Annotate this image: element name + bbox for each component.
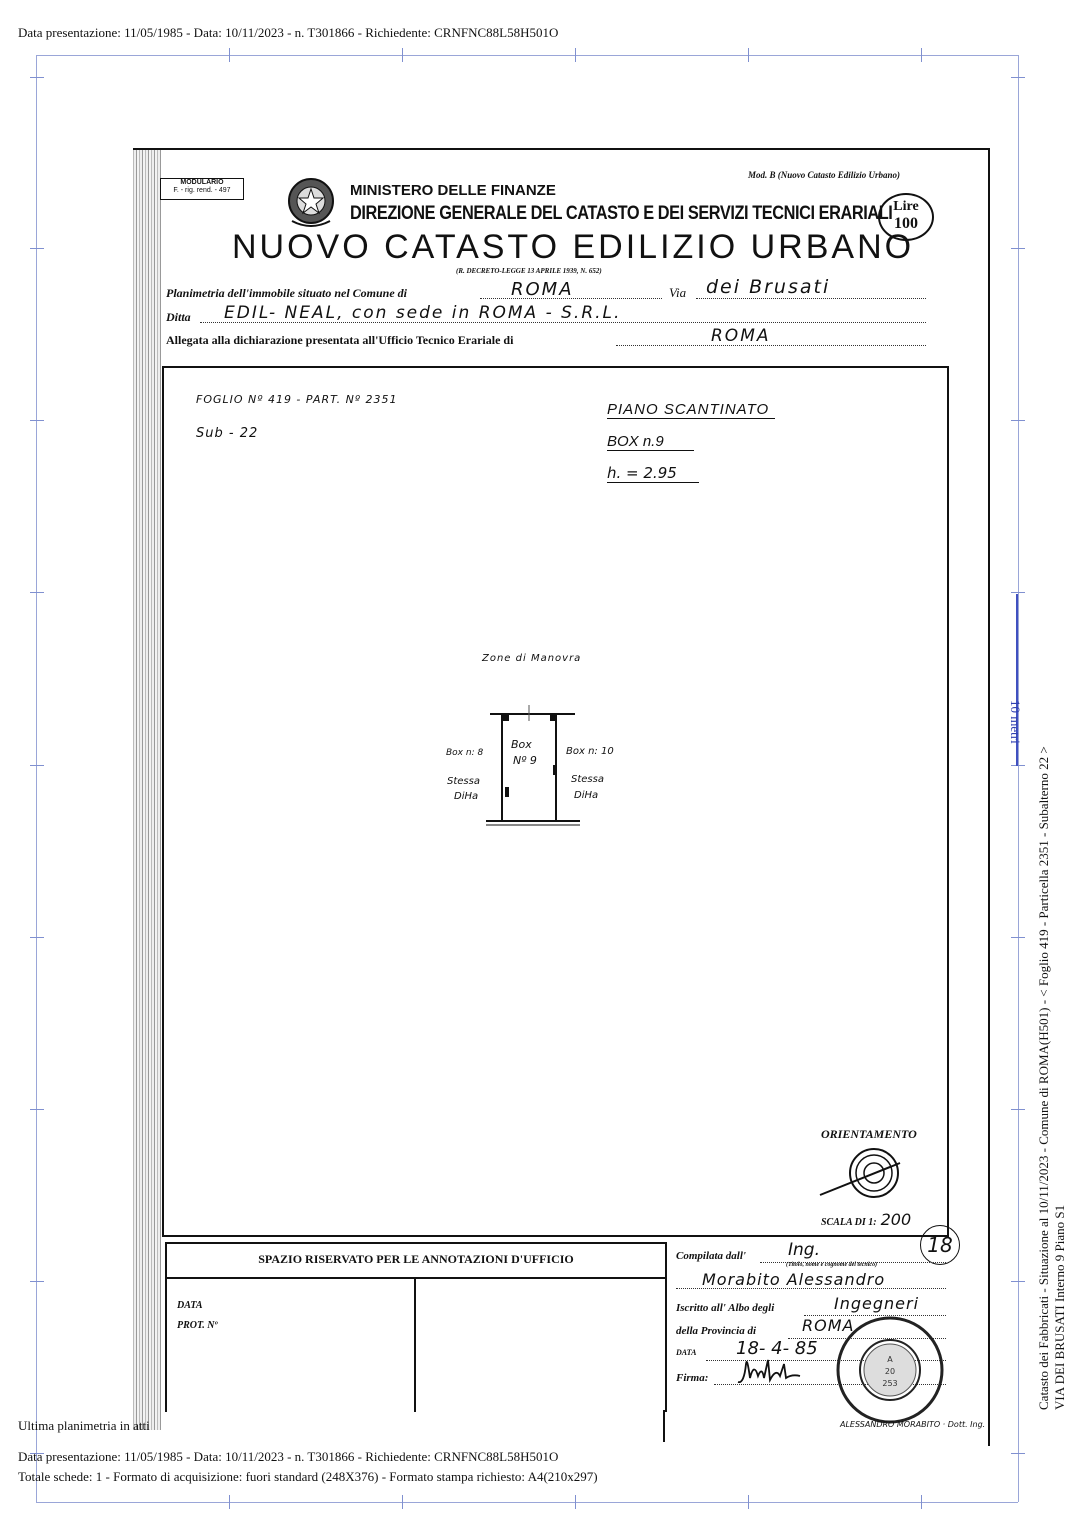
compilata-label: Compilata dall' [676,1250,746,1262]
box-left-label: Box n: 8 [446,748,484,758]
annotations-title: SPAZIO RISERVATO PER LE ANNOTAZIONI D'UFFICIO [258,1252,574,1266]
provincia-value: ROMA [802,1316,855,1335]
svg-text:20: 20 [884,1367,896,1376]
foglio-particella: FOGLIO Nº 419 - PART. Nº 2351 [196,393,398,406]
annotations-box [165,1242,667,1412]
allegata-row [166,326,926,349]
orientamento-label: ORIENTAMENTO [821,1127,917,1141]
modulario-code: F. - rig. rend. - 497 [173,187,231,194]
mod-b-label: Mod. B (Nuovo Catasto Edilizio Urbano) [748,170,901,180]
stamp-lire-label: Lire [893,199,919,214]
ditta-value: EDIL- NEAL, con sede in ROMA - S.R.L. [224,303,622,323]
scala-label [821,1210,911,1230]
annotations-divider [167,1277,665,1279]
piano-label: PIANO SCANTINATO [607,401,775,419]
box-label: BOX n.9 [607,433,694,451]
zone-label: Zone di Manovra [482,653,582,664]
height-label: h. = 2.95 [607,464,699,483]
provincia-label: della Provincia di [676,1325,757,1337]
form-main-title: NUOVO CATASTO EDILIZIO URBANO [232,228,915,266]
stessa-left-1: Stessa [447,776,480,787]
sheet-number-value: 18 [927,1233,953,1257]
scan-edge-texture [133,150,161,1430]
data-label-2: DATA [676,1348,697,1357]
ufficio-field [616,329,926,346]
signature-icon [734,1354,804,1388]
document-right-edge [663,1410,665,1442]
via-label: Via [669,285,687,300]
via-value: dei Brusati [706,276,831,298]
ultima-planimetria: Ultima planimetria in atti [18,1418,150,1433]
iscritto-value: Ingegneri [834,1294,920,1313]
allegata-label: Allegata alla dichiarazione presentata all'Ufficio Tecnico Erariale di [166,333,514,347]
footer-line1: Data presentazione: 11/05/1985 - Data: 10/11/2023 - n. T301866 - Richiedente: CRNFNC88L58H501O [18,1449,559,1464]
iscritto-label: Iscritto all' Albo degli [676,1302,775,1314]
subalterno-label: Sub - 22 [196,426,259,441]
data-value: 18- 4- 85 [736,1338,818,1359]
stessa-left-2: DiHa [454,791,479,802]
side-info-line1: Catasto dei Fabbricati - Situazione al 10/11/2023 - Comune di ROMA(H501) - < Foglio 419 - Particella 2351 - Subalterno 22 > [1036,746,1051,1410]
seal-text: ALESSANDRO MORABITO · Dott. Ing. [840,1420,986,1429]
comune-value: ROMA [511,279,574,300]
stamp-lire-value: 100 [894,215,918,232]
annotations-column-divider [414,1279,416,1412]
header-line: Data presentazione: 11/05/1985 - Data: 10/11/2023 - n. T301866 - Richiedente: CRNFNC88L58H501O [18,25,559,40]
modulario-label: MODULARIO [180,179,224,186]
box-inside-label-2: Nº 9 [513,754,537,767]
direction-title: DIREZIONE GENERALE DEL CATASTO E DEI SERVIZI TECNICI ERARIALI [350,203,893,224]
tecnico-name: Morabito Alessandro [702,1270,886,1289]
planimetria-label: Planimetria dell'immobile situato nel Comune di [166,286,408,300]
planimetria-row [166,276,926,302]
ditta-row [166,303,926,326]
box-right-label: Box n: 10 [566,746,614,757]
svg-text:A: A [887,1355,893,1364]
ditta-label: Ditta [166,310,191,324]
compilata-value: Ing. [788,1240,820,1260]
modulario-box [160,178,244,200]
firma-label: Firma: [676,1372,709,1384]
prot-label: PROT. Nº [177,1320,218,1331]
box-inside-label-1: Box [511,738,532,751]
data-label: DATA [177,1300,203,1311]
stessa-right-1: Stessa [571,774,604,785]
emblem-icon [282,175,340,231]
side-info-line2: VIA DEI BRUSATI Interno 9 Piano S1 [1052,1204,1067,1410]
ufficio-value: ROMA [711,326,771,346]
compilata-note: (Titolo, nome e cognome del tecnico) [786,1262,878,1268]
scale-bar-label: 10 metri [1008,700,1023,744]
decree-note: (R. DECRETO-LEGGE 13 APRILE 1939, N. 652) [456,267,602,275]
scala-prefix: SCALA DI 1: [821,1217,877,1228]
floor-plan-drawing [480,705,590,830]
ministry-title: MINISTERO DELLE FINANZE [350,182,556,199]
footer-line2: Totale schede: 1 - Formato di acquisizione: fuori standard (248X376) - Formato stampa richiesto: A4(210x297) [18,1469,598,1484]
scala-value: 200 [880,1210,912,1229]
compass-icon [818,1143,908,1205]
professional-seal-icon [830,1312,950,1430]
stessa-right-2: DiHa [574,790,599,801]
svg-text:253: 253 [882,1379,898,1388]
